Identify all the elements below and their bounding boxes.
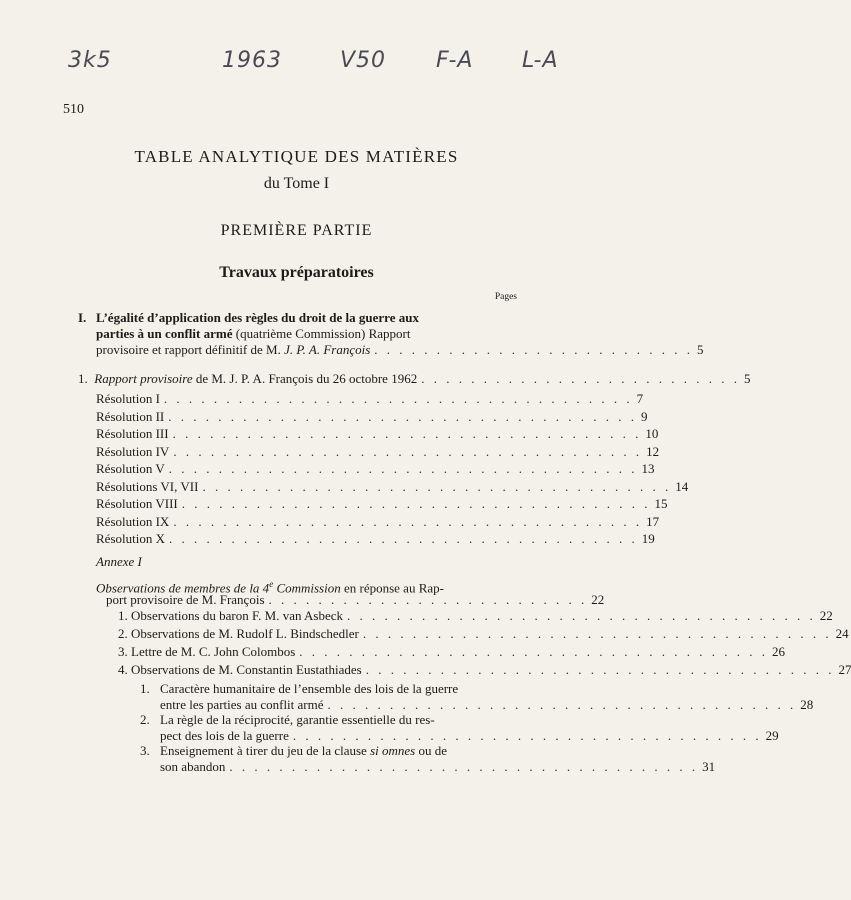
resolution-entry — [96, 531, 655, 547]
section-heading: Travaux préparatoires — [219, 264, 374, 281]
resolution-entry-label: Résolution III — [96, 426, 169, 441]
resolution-entry-label: Résolution VIII — [96, 496, 178, 511]
subpoint-italic: si omnes — [370, 743, 416, 758]
main-entry-line3 — [96, 342, 704, 358]
handwritten-note: F-A — [436, 48, 474, 73]
page-ref: 27 — [838, 662, 851, 677]
page-ref: 9 — [641, 408, 648, 424]
observation-entry — [118, 626, 849, 642]
page-ref: 12 — [646, 443, 660, 459]
rapport-text: de M. J. P. A. François du 26 octobre 1962 — [192, 371, 418, 386]
part-heading: PREMIÈRE PARTIE — [220, 222, 373, 239]
resolution-entry — [96, 443, 660, 460]
annexe-title: Annexe I — [96, 554, 142, 569]
annexe-obs-text: en réponse au Rap- — [340, 580, 444, 596]
subpoint-entry — [160, 697, 814, 713]
resolution-entry — [96, 478, 689, 495]
main-entry-line3-label — [96, 342, 370, 358]
resolution-entry-label: Résolution X — [96, 531, 165, 546]
page-ref: 5 — [743, 371, 751, 386]
subpoint-entry — [160, 759, 716, 775]
leader-dots: . . . . . . . . . . . . . . . . . . . . . . . . . . — [374, 342, 694, 357]
observation-entry-label: 3. Lettre de M. C. John Colombos — [118, 644, 296, 659]
leader-dots: . . . . . . . . . . . . . . . . . . . . . . . . . . . . . . . . . . . . . . — [229, 759, 699, 774]
resolution-entry — [96, 461, 655, 477]
resolution-entry — [96, 408, 648, 425]
resolution-entry-label: Résolution IV — [96, 443, 170, 459]
subpoint-entry-label: son abandon — [160, 759, 226, 774]
main-entry-bold: parties à un conflit armé — [96, 326, 233, 341]
main-entry-text: provisoire et rapport définitif de M. — [96, 342, 285, 357]
resolution-entry — [96, 391, 644, 407]
leader-dots: . . . . . . . . . . . . . . . . . . . . . . . . . . . . . . . . . . . . . . — [168, 408, 637, 424]
page-ref: 29 — [765, 728, 779, 743]
annexe-obs-text: port provisoire de M. François — [106, 592, 265, 607]
page-ref: 26 — [772, 644, 786, 659]
page-ref: 15 — [654, 496, 668, 511]
resolution-entry — [96, 496, 668, 512]
observation-entry-label: 4. Observations de M. Constantin Eustathiades — [118, 662, 362, 677]
page-ref: 22 — [819, 608, 833, 623]
leader-dots: . . . . . . . . . . . . . . . . . . . . . . . . . . — [421, 371, 740, 386]
resolution-entry — [96, 513, 660, 530]
leader-dots: . . . . . . . . . . . . . . . . . . . . . . . . . . . . . . . . . . . . . . — [172, 426, 642, 441]
leader-dots: . . . . . . . . . . . . . . . . . . . . . . . . . . . . . . . . . . . . . . — [347, 608, 816, 623]
page-ref: 5 — [697, 342, 704, 357]
rapport-title: Rapport provisoire — [94, 371, 193, 386]
main-entry-number — [78, 310, 86, 326]
observation-entry — [118, 608, 833, 624]
resolution-entry-label: Résolutions VI, VII — [96, 478, 199, 494]
leader-dots: . . . . . . . . . . . . . . . . . . . . . . . . . . . . . . . . . . . . . . — [173, 443, 643, 459]
page-ref: 28 — [800, 697, 814, 712]
annexe-obs-italic: Commission — [273, 580, 341, 596]
observation-entry-label: 1. Observations du baron F. M. van Asbeck — [118, 608, 343, 623]
handwritten-annotations — [0, 48, 593, 88]
page-ref: 31 — [702, 759, 716, 774]
leader-dots: . . . . . . . . . . . . . . . . . . . . . . . . . . . . . . . . . . . . . . — [168, 531, 638, 546]
main-entry-line1: L’égalité d’application des règles du droit de la guerre aux — [96, 310, 419, 325]
main-entry-text: (quatrième Commission) Rapport — [232, 326, 411, 341]
subpoint-number: 3. — [140, 743, 150, 758]
subpoint-number: 2. — [140, 712, 150, 727]
observation-entry-label: 2. Observations de M. Rudolf L. Bindschedler — [118, 626, 359, 641]
leader-dots: . . . . . . . . . . . . . . . . . . . . . . . . . . . . . . . . . . . . . . — [163, 391, 633, 406]
entry-number: I. — [78, 310, 87, 325]
annexe-obs-italic: Observations de membres de la 4 — [96, 580, 270, 596]
leader-dots: . . . . . . . . . . . . . . . . . . . . . . . . . . — [268, 592, 588, 607]
handwritten-note: L-A — [522, 48, 559, 73]
page-ref: 10 — [645, 426, 659, 441]
pages-column-label: Pages — [494, 292, 517, 302]
leader-dots: . . . . . . . . . . . . . . . . . . . . . . . . . . . . . . . . . . . . . . — [327, 697, 797, 712]
rapport-label — [78, 371, 417, 387]
page-ref: 24 — [835, 626, 849, 641]
leader-dots: . . . . . . . . . . . . . . . . . . . . . . . . . . . . . . . . . . . . . . — [292, 728, 762, 743]
observation-entry — [118, 662, 851, 678]
leader-dots: . . . . . . . . . . . . . . . . . . . . . . . . . . . . . . . . . . . . . . — [173, 513, 643, 529]
page-number: 510 — [63, 102, 84, 117]
page-ref: 19 — [641, 531, 655, 546]
page-ref: 7 — [636, 391, 644, 406]
leader-dots: . . . . . . . . . . . . . . . . . . . . . . . . . . . . . . . . . . . . . . — [365, 662, 835, 677]
observation-entry — [118, 644, 786, 660]
entry-number: 1. — [78, 371, 88, 386]
subpoint-entry-label: pect des lois de la guerre — [160, 728, 289, 743]
leader-dots: . . . . . . . . . . . . . . . . . . . . . . . . . . . . . . . . . . . . . . — [299, 644, 769, 659]
leader-dots: . . . . . . . . . . . . . . . . . . . . . . . . . . . . . . . . . . . . . . — [202, 478, 672, 494]
page-subtitle: du Tome I — [263, 175, 330, 192]
page-ref: 14 — [675, 478, 689, 494]
handwritten-note: 1963 — [222, 48, 282, 73]
resolution-entry-label: Résolution II — [96, 408, 165, 424]
leader-dots: . . . . . . . . . . . . . . . . . . . . . . . . . . . . . . . . . . . . . . — [181, 496, 651, 511]
subpoint-line1 — [160, 743, 490, 759]
subpoint-number: 1. — [140, 681, 150, 696]
page-ref: 17 — [646, 513, 660, 529]
subpoint-entry — [160, 728, 779, 744]
resolution-entry-label: Résolution V — [96, 461, 165, 476]
page-ref: 22 — [591, 592, 605, 607]
leader-dots: . . . . . . . . . . . . . . . . . . . . . . . . . . . . . . . . . . . . . . — [168, 461, 638, 476]
handwritten-note: V50 — [340, 48, 387, 73]
leader-dots: . . . . . . . . . . . . . . . . . . . . . . . . . . . . . . . . . . . . . . — [362, 626, 832, 641]
main-entry-line2 — [96, 326, 516, 342]
handwritten-note: 3k5 — [68, 48, 112, 73]
resolution-entry-label: Résolution I — [96, 391, 160, 406]
subpoint-text: Enseignement à tirer du jeu de la clause — [160, 743, 371, 758]
resolution-entry-label: Résolution IX — [96, 513, 170, 529]
subpoint-line1: La règle de la réciprocité, garantie essentielle du res- — [160, 712, 435, 727]
page-title: TABLE ANALYTIQUE DES MATIÈRES — [134, 147, 459, 166]
author-name: J. P. A. François — [284, 342, 371, 357]
subpoint-line1: Caractère humanitaire de l’ensemble des lois de la guerre — [160, 681, 459, 696]
annexe-obs-line2 — [106, 592, 605, 608]
superscript: e — [269, 579, 274, 589]
resolution-entry — [96, 426, 659, 442]
subpoint-entry-label: entre les parties au conflit armé — [160, 697, 324, 712]
subpoint-text: ou de — [415, 743, 448, 758]
page-ref: 13 — [641, 461, 655, 476]
rapport-entry — [78, 371, 751, 387]
